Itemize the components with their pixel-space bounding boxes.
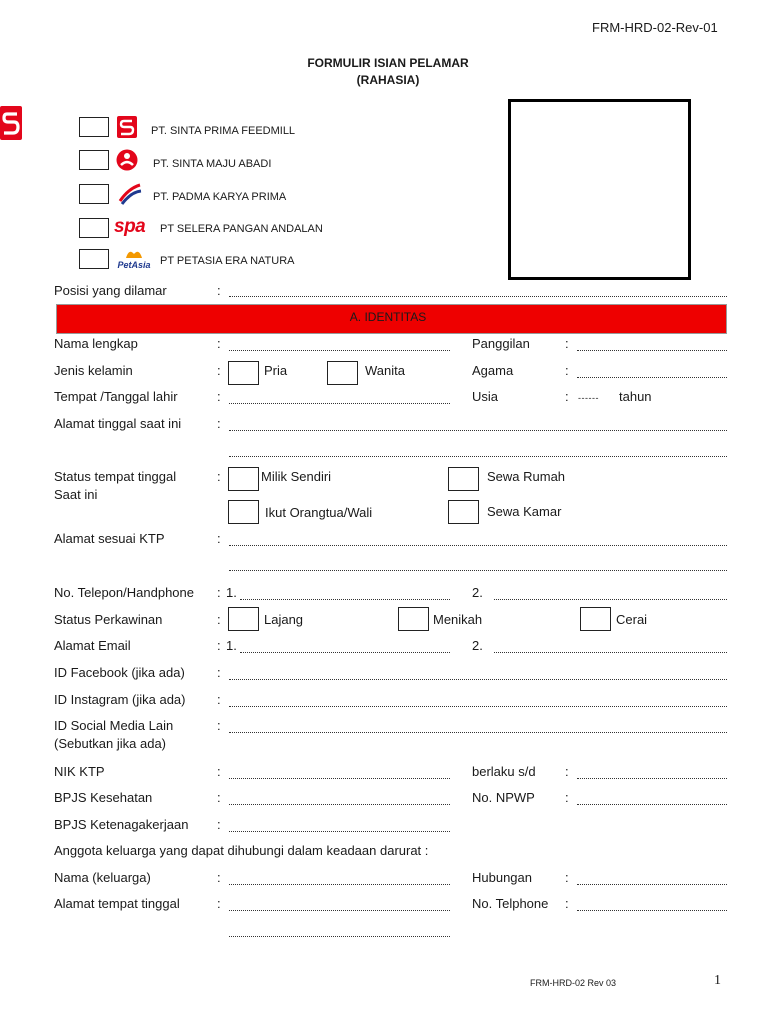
label-social-media-2: (Sebutkan jika ada) <box>54 736 167 751</box>
telphone-input[interactable] <box>577 910 727 911</box>
label-pria: Pria <box>264 363 288 378</box>
colon: : <box>217 336 221 351</box>
company-checkbox-1[interactable] <box>79 117 109 137</box>
label-hubungan: Hubungan <box>472 870 532 885</box>
sinta-maju-logo-icon <box>115 148 139 172</box>
npwp-input[interactable] <box>577 804 727 805</box>
label-darurat: Anggota keluarga yang dapat dihubungi dalam keadaan darurat : <box>54 843 429 858</box>
colon: : <box>217 718 221 733</box>
label-nama-keluarga: Nama (keluarga) <box>54 870 151 885</box>
email-input-2[interactable] <box>494 652 727 653</box>
instagram-input[interactable] <box>229 706 727 707</box>
label-social-media: ID Social Media Lain <box>54 718 174 733</box>
colon: : <box>565 336 569 351</box>
ttl-input[interactable] <box>229 403 450 404</box>
label-facebook: ID Facebook (jika ada) <box>54 665 185 680</box>
company-name-4: PT SELERA PANGAN ANDALAN <box>160 223 323 235</box>
label-panggilan: Panggilan <box>472 336 530 351</box>
alamat-tinggal-input-1[interactable] <box>229 430 727 431</box>
colon: : <box>217 665 221 680</box>
colon: : <box>217 638 221 653</box>
company-checkbox-4[interactable] <box>79 218 109 238</box>
label-ikut-orangtua: Ikut Orangtua/Wali <box>265 505 373 520</box>
company-checkbox-3[interactable] <box>79 184 109 204</box>
colon: : <box>565 790 569 805</box>
label-alamat-tinggal: Alamat tinggal saat ini <box>54 416 182 431</box>
nik-input[interactable] <box>229 778 450 779</box>
label-lajang: Lajang <box>264 612 304 627</box>
checkbox-ikut-orangtua[interactable] <box>228 500 259 524</box>
label-jenis-kelamin: Jenis kelamin <box>54 363 133 378</box>
agama-input[interactable] <box>577 377 727 378</box>
label-milik-sendiri: Milik Sendiri <box>261 469 332 484</box>
label-status-kawin: Status Perkawinan <box>54 612 163 627</box>
telepon-input-2[interactable] <box>494 599 727 600</box>
form-subtitle: (RAHASIA) <box>356 73 420 87</box>
checkbox-wanita[interactable] <box>327 361 358 385</box>
label-instagram: ID Instagram (jika ada) <box>54 692 186 707</box>
colon: : <box>565 363 569 378</box>
num-2: 2. <box>472 585 483 600</box>
checkbox-sewa-rumah[interactable] <box>448 467 479 491</box>
alamat-ktp-input-2[interactable] <box>229 570 727 571</box>
berlaku-input[interactable] <box>577 778 727 779</box>
section-a-title: A. IDENTITAS <box>349 310 427 324</box>
colon: : <box>217 469 221 484</box>
label-email: Alamat Email <box>54 638 131 653</box>
colon: : <box>217 817 221 832</box>
nama-keluarga-input[interactable] <box>229 884 450 885</box>
padma-logo-icon <box>117 182 143 206</box>
sinta-prima-logo-icon <box>116 116 138 138</box>
label-cerai: Cerai <box>616 612 648 627</box>
label-menikah: Menikah <box>433 612 483 627</box>
colon: : <box>217 283 221 298</box>
nama-lengkap-input[interactable] <box>229 350 450 351</box>
checkbox-lajang[interactable] <box>228 607 259 631</box>
label-npwp: No. NPWP <box>472 790 535 805</box>
label-sewa-rumah: Sewa Rumah <box>487 469 566 484</box>
company-name-1: PT. SINTA PRIMA FEEDMILL <box>151 125 296 137</box>
label-berlaku: berlaku s/d <box>472 764 536 779</box>
bpjs-ketenagakerjaan-input[interactable] <box>229 831 450 832</box>
label-alamat-ktp: Alamat sesuai KTP <box>54 531 165 546</box>
photo-box <box>508 99 691 280</box>
company-name-2: PT. SINTA MAJU ABADI <box>153 158 272 170</box>
colon: : <box>217 416 221 431</box>
checkbox-cerai[interactable] <box>580 607 611 631</box>
label-telepon: No. Telepon/Handphone <box>54 585 194 600</box>
company-name-5: PT PETASIA ERA NATURA <box>160 255 295 267</box>
label-status-tinggal-2: Saat ini <box>54 487 98 502</box>
page-number: 1 <box>714 973 721 988</box>
colon: : <box>217 585 221 600</box>
petasia-logo-icon: PetAsia <box>114 244 154 272</box>
label-posisi: Posisi yang dilamar <box>54 283 167 298</box>
footer-form-code: FRM-HRD-02 Rev 03 <box>530 978 617 988</box>
label-telphone: No. Telphone <box>472 896 549 911</box>
checkbox-milik-sendiri[interactable] <box>228 467 259 491</box>
label-alamat-keluarga: Alamat tempat tinggal <box>54 896 180 911</box>
colon: : <box>565 389 569 404</box>
label-nama-lengkap: Nama lengkap <box>54 336 138 351</box>
label-status-tinggal: Status tempat tinggal <box>54 469 177 484</box>
num-1: 1. <box>226 585 237 600</box>
bpjs-kesehatan-input[interactable] <box>229 804 450 805</box>
telepon-input-1[interactable] <box>240 599 450 600</box>
panggilan-input[interactable] <box>577 350 727 351</box>
colon: : <box>217 692 221 707</box>
colon: : <box>217 790 221 805</box>
sinta-corner-logo-icon <box>0 106 22 140</box>
company-checkbox-5[interactable] <box>79 249 109 269</box>
colon: : <box>217 870 221 885</box>
alamat-ktp-input-1[interactable] <box>229 545 727 546</box>
company-name-3: PT. PADMA KARYA PRIMA <box>153 191 287 203</box>
num-1: 1. <box>226 638 237 653</box>
label-wanita: Wanita <box>365 363 405 378</box>
checkbox-menikah[interactable] <box>398 607 429 631</box>
label-ttl: Tempat /Tanggal lahir <box>54 389 178 404</box>
label-tahun: tahun <box>619 389 652 404</box>
colon: : <box>565 764 569 779</box>
colon: : <box>217 389 221 404</box>
alamat-keluarga-input-2[interactable] <box>229 936 450 937</box>
colon: : <box>565 870 569 885</box>
label-agama: Agama <box>472 363 514 378</box>
hubungan-input[interactable] <box>577 884 727 885</box>
colon: : <box>217 612 221 627</box>
colon: : <box>565 896 569 911</box>
label-bpjs-ketenagakerjaan: BPJS Ketenagakerjaan <box>54 817 189 832</box>
checkbox-sewa-kamar[interactable] <box>448 500 479 524</box>
checkbox-pria[interactable] <box>228 361 259 385</box>
form-title: FORMULIR ISIAN PELAMAR <box>307 56 469 70</box>
alamat-keluarga-input-1[interactable] <box>229 910 450 911</box>
colon: : <box>217 896 221 911</box>
label-bpjs-kesehatan: BPJS Kesehatan <box>54 790 153 805</box>
company-checkbox-2[interactable] <box>79 150 109 170</box>
label-sewa-kamar: Sewa Kamar <box>487 504 562 519</box>
posisi-input[interactable] <box>229 296 727 297</box>
label-usia: Usia <box>472 389 499 404</box>
label-nik: NIK KTP <box>54 764 105 779</box>
form-code: FRM-HRD-02-Rev-01 <box>592 20 718 35</box>
colon: : <box>217 363 221 378</box>
email-input-1[interactable] <box>240 652 450 653</box>
spa-logo-icon: spa <box>114 216 146 237</box>
colon: : <box>217 764 221 779</box>
num-2: 2. <box>472 638 483 653</box>
social-media-input[interactable] <box>229 732 727 733</box>
usia-input[interactable]: - - - - - - <box>578 393 598 403</box>
colon: : <box>217 531 221 546</box>
facebook-input[interactable] <box>229 679 727 680</box>
alamat-tinggal-input-2[interactable] <box>229 456 727 457</box>
